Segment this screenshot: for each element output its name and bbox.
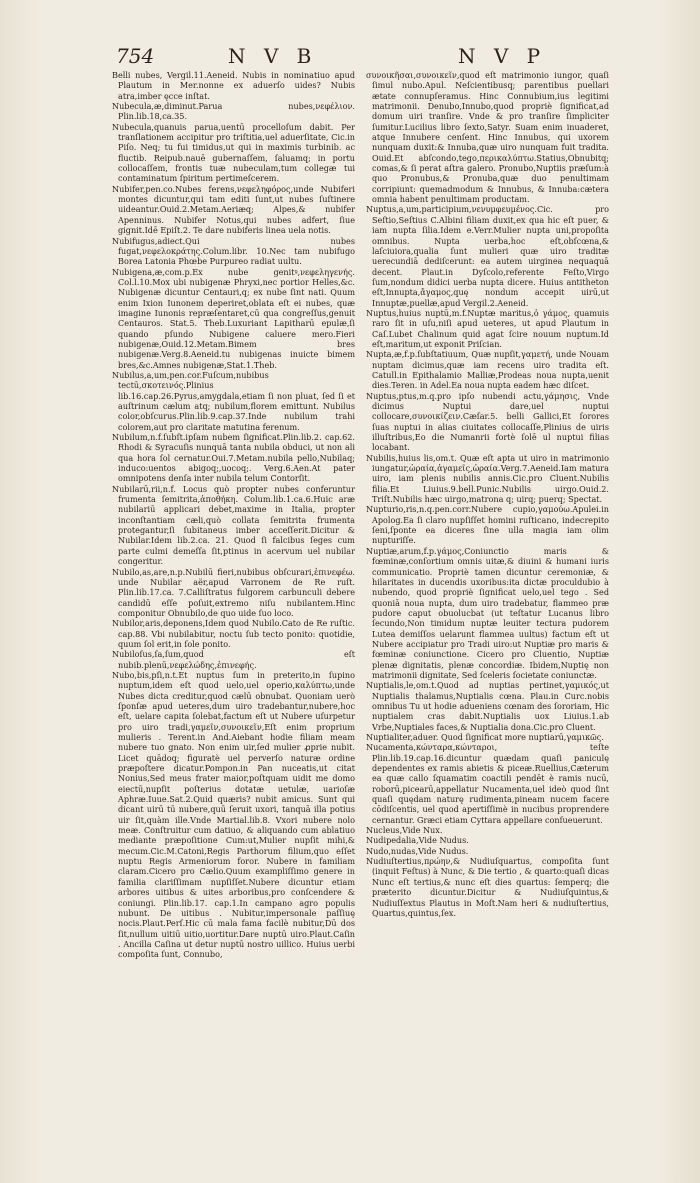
dictionary-entry: Nubigena,æ,com.p.Ex nube genitꝰ,νεφεληγενής. Col.l.10.Mox ubi nubigenæ Phryxi,nec portior Helles,&c. Nubigenæ dicuntur Centauri,q; ex nube ſint nati. Quum enim Ixion Iunonem deperiret,oblata eſt ei nubes, quæ imagine Iunonis repræſentaret,cū qua congreſſus,genuit Centauros. Stat.5. Theb.Luxuriant Lapitharū epulæ,ſi quando pſundo Nubigene caluere mero.Fieri nubigenæ,Ouid.12.Metam.Bimem bres nubigenæ.Verg.8.Aeneid.tu nubigenas inuicte bimem bres,&c.Amnes nubigenæ,Stat.1.Theb.	[112, 266, 355, 370]
dictionary-entry: Nubilor,aris,deponens,Idem quod Nubilo.Cato de Re ruſtic. cap.88. Vbi nubilabitur, noctu ſub tecto ponito: quotidie, quum ſol erit,in ſole ponito.	[112, 618, 355, 649]
dictionary-entry: Belli nubes, Vergil.11.Aeneid. Nubis in nominatiuo apud Plautum in Mer.nonne ex aduerſo uides? Nubis atra,imber ęcce inſtat.	[112, 70, 355, 101]
dictionary-entry: Nuptus,huius nuptū,m.f.Nuptæ maritus,ὁ γάμος, quamuis raro ſit in uſu,niſi apud ueteres, ut apud Plautum in Caſ.Lubet Chalinum quid agat ſcire nouum nuptum.Id eſt,maritum,ut exponit Priſcian.	[366, 307, 609, 349]
dictionary-entry: Nudipedalia,Vide Nudus.	[366, 835, 469, 846]
left-column	[112, 70, 355, 1170]
dictionary-entry: Nuptus,ptus,m.q.pro ipſo nubendi actu,γάμησις, Vnde dicimus Nuptui dare,uel nuptui collocare,συνοικίζειν.Cæſar.5. belli Gallici,Et ſorores ſuas nuptui in alias ciuitates collocaſſe,Plinius de uiris illuſtribus,Eo die Numanrii fortè ſolē ul nuptui filias locabant.	[366, 390, 609, 453]
dictionary-entry: Nubo,bis,pſi,n.t.Et nuptus ſum in preterito,in ſupino nuptum,idem eſt quod uelo,uel operio,καλύπτω,unde Nubes dicta creditur,quod cælū obnubat. Quoniam uerò ſponſæ apud ueteres,dum uiro tradebantur,nubere,hoc eſt, uelare capita ſolebat,factum eſt ut Nubere uſurpetur pro uiro tradi,γαμεῖν,συνοικεῖν,Eſt enim proprium mulieris . Terent.in And.Aiebant hodie filiam meam nubere tuo gnato. Non enim uir,ſed mulier ꝓprie nubit. Licet quādoq; figuratè uel perverſo naturæ ordine præpoſtere dicatur.Pompon.in Pan nuceatis,ut citat Nonius,Sed meus frater maior,poſtquam uidit me domo eiectū,nupſit poſterius dotatæ uetulæ, uarioſæ Aphræ.Iuue.Sat.2.Quid quæris? nubit amicus. Sunt qui dicant uirū tū nubere,quū ſeruit uxori, tanquā illa potius uir ſit,quàm ille.Vnde Martial.lib.8. Vxori nubere nolo meæ. Conſtruitur cum datiuo, & aliquando cum ablatiuo mediante præpoſitione Cum:ut,Mulier nupſit mihi,& mecum.Cic.M.Catoni,Regis Parthorum filium,quo eſſet nuptu Regis Armeniorum foror. Nubere in familiam claram.Cicero pro Cælio.Quum exampliſſimo genere in familia clariſſimam nupſiſſet.Nubere dicuntur etiam arbores uitibus & uites arboribus,pro conſcendere & coniungi. Plin.lib.17. cap.1.In campano agro populis nubunt. De uitibus . Nubitur,impersonale paſſiuę nocis.Plaut.Perſ.Hic cū mala fama facilè nubitur,Dū dos ſit,nullum uitiū uitio,uortitur.Dare nuptū uiro.Plaut.Caſin . Ancilla Caſina ut detur nuptū nostro uillico. Huius uerbi compoſita ſunt, Connubo,	[112, 669, 355, 960]
dictionary-entry: Nucamenta,κώνταρα,κώνταροι, teſte Plin.lib.19.cap.16.dicuntur quædam quaſi paniculę dependentes ex ramis abietis & piceæ.Ruellius,Cæterum ea quæ callo ſquamatim coactili pendēt è ramis nucū, roborū,picearū,appellatur Nucamenta,uel ideò quod ſint quaſi quędam naturę rudimenta,pineam nucem facere cōdiſcentis, uel quod apertiſſimè in nucibus proprendere cernantur. Græci etiam Cyttara appellare conſueuerunt.	[366, 742, 609, 825]
dictionary-entry: Nudo,nudas,Vide Nudus.	[366, 845, 469, 856]
dictionary-entry: Nubifer,pen.co.Nubes ferens,νεφεληφόρος,unde Nubiferi montes dicuntur,qui tam editi ſunt,ut nubes ſuſtinere uideantur.Ouid.2.Metam.Aeriæq; Alpes,& nubifer Apenninus. Nubifer Notus,qui nubes adfert, ſiue gignit.Idē Epiſt.2. Te dare nubiferis linea uela notis.	[112, 183, 355, 236]
dictionary-entry: Nubecula,quanuis parua,uentū procelloſum dabit. Per tranſlationem accipitur pro triſtitia,uel aduerſitate, Cic.in Piſo. Neq; tu fui timidus,ut qui in maximis turbinib. ac fluctib. Reipub.nauē gubernaſſem, ſaluamq; in portu collocaſſem, frontis tuæ nubeculam,tum collegæ tui contaminatum ſpiritum pertimeſcerem.	[112, 121, 355, 184]
dictionary-entry: Nubifugus,adiect.Qui nubes fugat,νεφελοκράτης.Colum.libr. 10.Nec tam nubifugo Borea Latonia Phœbe Purpureo radiat uultu.	[112, 235, 355, 267]
dictionary-entry: Nuptialiter,aduer. Quod ſignificat more nuptiarū,γαμικῶς.	[366, 732, 604, 742]
dictionary-entry: Nucleus,Vide Nux.	[366, 825, 443, 836]
right-column	[366, 70, 609, 1170]
dictionary-entry: Nupturio,ris,n.q.pen.corr.Nubere cupio,γαμούω.Apulei.in Apolog.Ea ſi claro nupſiſſet homini ruſticano, indecrepito ſeni,ſponte ea diceres ſine ulla magia iam olim nupturiſſe.	[366, 504, 609, 546]
dictionary-entry: Nubilus,a,um,pen.cor.Fuſcum,nubibus tectū,σκοτεινός.Plinius lib.16.cap.26.Pyrus,amygdala,etiam ſi non pluat, ſed ſi et auſtrinum cælum atq; nubilum,florem emittunt. Nubilus color,obſcurus.Plin.lib.9.cap.37.Inde nubilum trahi colorem,aut pro claritate matutina ferenum.	[112, 369, 355, 432]
dictionary-entry: Nubiloſus,ſa,ſum,quod eſt nubib.plenū,νεφελώδης,ἐπινεφής.	[112, 649, 355, 670]
dictionary-entry: Nubilum,n.f.ſubſt.ipſam nubem ſignificat.Plin.lib.2. cap.62. Rhodi & Syracuſis nunquā tanta nubila obduci, ut non ali qua hora ſol cernatur.Oui.7.Metam.nubila pello,Nubilaq; induco:uentos abigoq;,uocoq;. Verg.6.Aen.At pater omnipotens denſa inter nubila telum Contorſit.	[112, 432, 355, 484]
dictionary-entry: Nuptiæ,arum,f.p.γάμος,Coniunctio maris & fœminæ,conſortium omnis uitæ,& diuini & humani iuris communicatio. Propriè tamen dicuntur ceremoniæ, & hilaritates in ducendis uxoribus:ita dictæ proculdubio à nubendo, quod propriè ſignificat uelo,uel tego . Sed quoniā noua nupta, dum uiro tradebatur, flammeo præ pudore caput obuolucbat (ut teſtatur Lucanus libro ſecundo,Non timidum nuptæ leuiter tectura pudorem Lutea demiſſos uelarunt flammea uultus) factum eſt ut Nubere accipiatur pro Tradi uiro:ut Nuptiæ pro maris & fœminæ coniunctione. Cicero pro Cluentio, Nuptiæ plenæ dignitatis, plenæ concordiæ. Ibidem,Nuptię non matrimonii dignitate, Sed ſceleris ſocietate coniunctæ.	[366, 545, 609, 680]
left-running-head: N V B	[228, 44, 318, 68]
dictionary-entry: Nubilo,as,are,n.p.Nubilū fieri,nubibus obſcurari,ἐπινεφέω. unde Nubilar aër,apud Varronem de Re ruſt. Plin.lib.17.ca. 7.Calliſtratus fulgorem carbunculi debere candidū eſſe poſuit,extremo niſu nubilantem.Hinc componitur Obnubilo,de quo uide ſuo loco.	[112, 566, 355, 618]
dictionary-entry: συνοικῆσαι,συνοικεῖν,quod eſt matrimonio iungor, quaſi ſimul nubo.Apul. Neſcientibusq; parentibus puellari ætate connupſeramus. Hinc Connubium,ius legitimi matrimonii. Denubo,Innubo,quod propriè ſignificat,ad domum uiri tranſire. Vnde & pro tranſire ſimpliciter ſumitur.Lucilius libro ſexto,Satyr. Suam enim inuaderet, atque Innubere cenſent. Hinc Innubus, qui uxorem nunquam duxit:& Innuba,quæ uiro nunquam fuit tradita. Ouid.Et abſcondo,tego,περικαλύπτω.Statius,Obnubitq; comas,& ſi perat aſtra galero. Pronubo,Nuptiis præſum:à quo Pronubus,& Pronuba,quæ duo penultimam corripiunt: quemadmodum & Innubus, & Innuba:cætera omnia habent penultimam productam.	[366, 70, 609, 205]
page-header	[0, 44, 700, 70]
dictionary-entry: Nubilis,huius lis,om.t. Quæ eſt apta ut uiro in matrimonio iungatur,ὡραία,ἀγαμεῖς,ὡραία.Verg.7.Aeneid.Iam matura uiro, iam plenis nubilis annis.Cic.pro Cluent.Nubilis filia.Et Liuius.9.bell.Punic.Nubilis uirgo.Ouid.2. Triſt.Nubilis hæc uirgo,matrona q; uirq; puerq; Spectat.	[366, 452, 609, 505]
dictionary-entry: Nudiuſtertius,πρώην,& Nudiuſquartus, compoſita ſunt (inquit Feſtus) à Nunc, & Die tertio , & quarto:quaſi dicas Nunc eſt tertius,& nunc eſt dies quartus: ſemperq; die præterito dicuntur.Dicitur & Nudiuſquintus,& Nudiuſſextus Plautus in Moſt.Nam heri & nudiuſtertius, Quartus,quintus,ſex.	[366, 856, 609, 918]
dictionary-entry: Nuptialis,le,om.t.Quod ad nuptias pertinet,γαμικός,ut Nuptialis thalamus,Nuptialis cœna. Plau.in Curc.nobis omnibus Tu ut hodie adueniens cœnam des ſororiam, Hic nuptialem cras dabit.Nuptialis uox Liuius.1.ab Vrbe,Nuptiales faces,& Nuptialia dona.Cic.pro Cluent.	[366, 680, 609, 732]
dictionary-entry: Nuptus,a,um,participium,νενυμφευμένος.Cic. pro Seſtio,Seſtius C.Albini filiam duxit,ex qua hic eſt puer, & iam nupta ſilia.Idem e.Verr.Mulier nupta uni,propoſita omnibus. Nupta uerba,hoc eſt,obſcœna,& laſciuiora,qualia ſunt mulieri quæ uiro traditæ uerecundiā dediſcerunt: ea autem uirginea nequaquā decent. Plaut.in Dyſcolo,referente Feſto,Virgo ſum,nondum didici uerba nupta dicere. Huius antitheton eſt,Innupta,ἄγαμος,quę nondum accepit uirū,ut Innuptæ,puellæ,apud Vergil.2.Aeneid.	[366, 204, 609, 308]
dictionary-entry: Nubecula,æ,diminut.Parua nubes,νεφέλιον. Plin.lib.18,ca.35.	[112, 101, 355, 122]
dictionary-entry: Nubilarū,rii,n.f. Locus quò propter nubes conferuntur frumenta ſemitrita,ἀποθήκη. Colum.lib.1.ca.6.Huic aræ nubilariū applicari debet,maxime in Italia, propter inconſtantiam cæli,quò collata ſemitrita frumenta protegantur,ſi ſubitaneus imber acceſſerit.Dicitur & Nubilar.Idem lib.2.ca. 21. Quod ſi falcibus ſeges cum parte culmi demeſſa ſit,ptinus in acervum uel nubilar congeritur.	[112, 483, 355, 567]
page-number: 754	[116, 44, 155, 68]
dictionary-entry: Nupta,æ,f.p.ſubſtatiuum, Quæ nupſit,γαμετή, unde Nouam nuptam dicimus,quæ iam recens uiro tradita eſt. Catull.in Epithalamio Malliæ,Prodeas noua nupta,uenit dies.Teren. in Adel.Ea noua nupta eadem hæc diſcet.	[366, 349, 609, 391]
right-running-head: N V P	[458, 44, 547, 68]
